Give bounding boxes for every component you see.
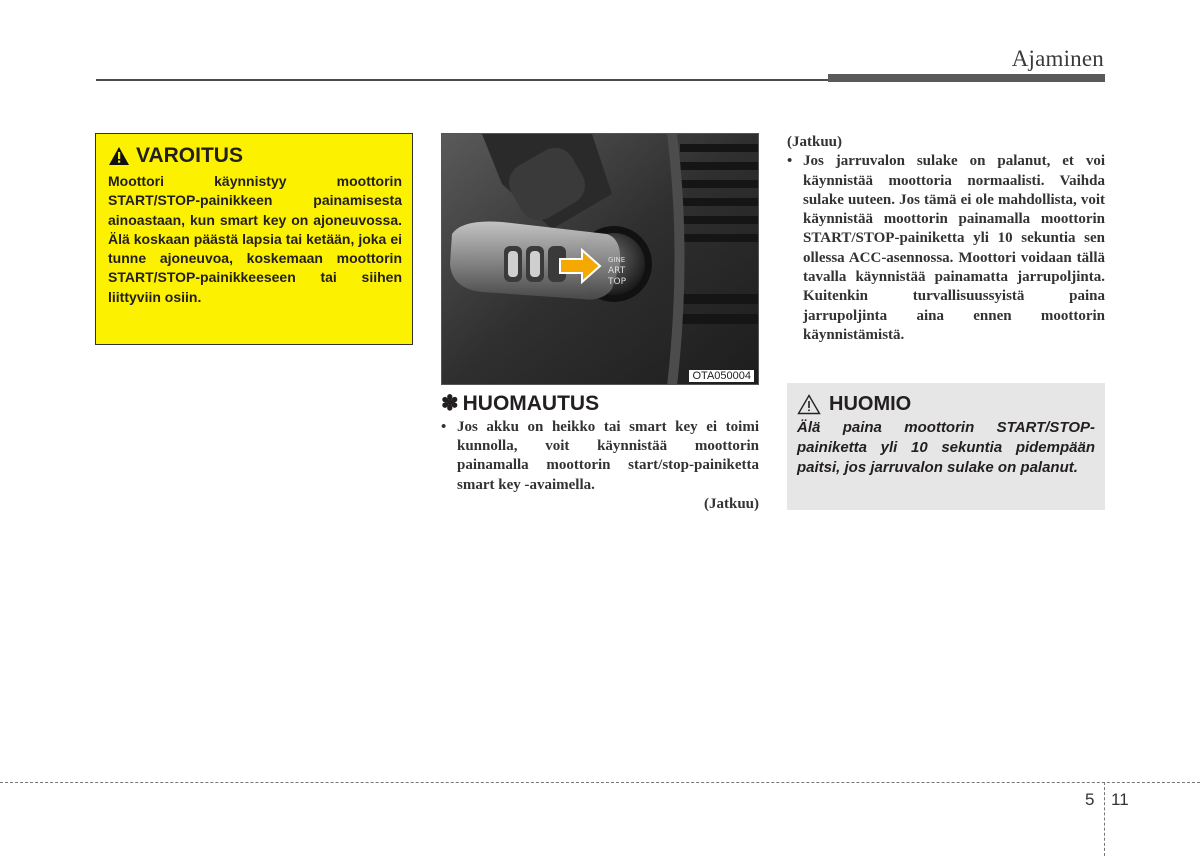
note-text: Jos akku on heikko tai smart key ei toimi kunnolla, voit käynnistää moottorin painamalla moottorin start/stop-painiketta smart key -avaimella. [457,419,759,493]
right-continued: (Jatkuu) [787,134,843,150]
photo-code: OTA050004 [689,370,754,382]
note-bullet [441,418,759,495]
right-bullet [787,152,1105,345]
page-number: 11 [1111,790,1129,809]
footer-dashed-line [0,782,1200,783]
bullet-dot: • [441,419,447,435]
footer-vertical-dashed-line [1104,782,1105,856]
right-column [787,133,1105,345]
header-rule-thick [828,74,1105,82]
note-title: HUOMAUTUS [462,392,600,415]
smart-key-photo [441,133,759,385]
warning-text: Moottori käynnistyy moottorin START/STOP-painikkeen painamisesta ainoastaan, kun smart key on ajoneuvossa. Älä koskaan päästä lapsia tai ketään, joka ei tunne ajoneuvoa, koskemaan moottorin START/STOP-painikkeeseen tai siihen liittyviin osiin. [108,173,402,305]
button-line-1: GINE [608,256,626,264]
right-text: Jos jarruvalon sulake on palanut, et voi käynnistää moottoria normaalisti. Vaihda sulake uuteen. Jos tämä ei ole mahdollista, voit käynnistää moottorin painamalla moottorin START/STOP-painiketta yli 10 sekuntia sen ollessa ACC-asennossa. Moottori voidaan tällä tavalla käynnistää painamatta jarrupoljinta. Kuitenkin turvallisuussyistä paina jarrupoljinta aina ennen moottorin käynnistämistä. [803,153,1105,343]
note-body [441,418,759,514]
warning-header [108,144,402,168]
warning-box [95,133,413,345]
header-title: Ajaminen [1011,46,1104,71]
page-section-number: 5 [1085,790,1095,809]
button-line-3: TOP [608,277,627,287]
note-continued: (Jatkuu) [703,495,759,512]
warning-triangle-icon [108,146,130,166]
caution-text: Älä paina moottorin START/STOP-painiketta yli 10 sekuntia pidempään paitsi, jos jarruvalon sulake on palanut. [797,419,1095,476]
header-rule-thin [96,79,828,81]
button-line-2: ART [608,266,626,276]
bullet-dot: • [787,153,793,170]
warning-title: VAROITUS [136,144,243,167]
caution-title: HUOMIO [829,393,912,415]
asterisk-icon: ✽ [441,392,459,415]
caution-header [797,393,1095,416]
smart-key-illustration [442,134,759,385]
note-heading [441,391,599,416]
caution-box [787,383,1105,510]
caution-triangle-icon [797,394,821,415]
